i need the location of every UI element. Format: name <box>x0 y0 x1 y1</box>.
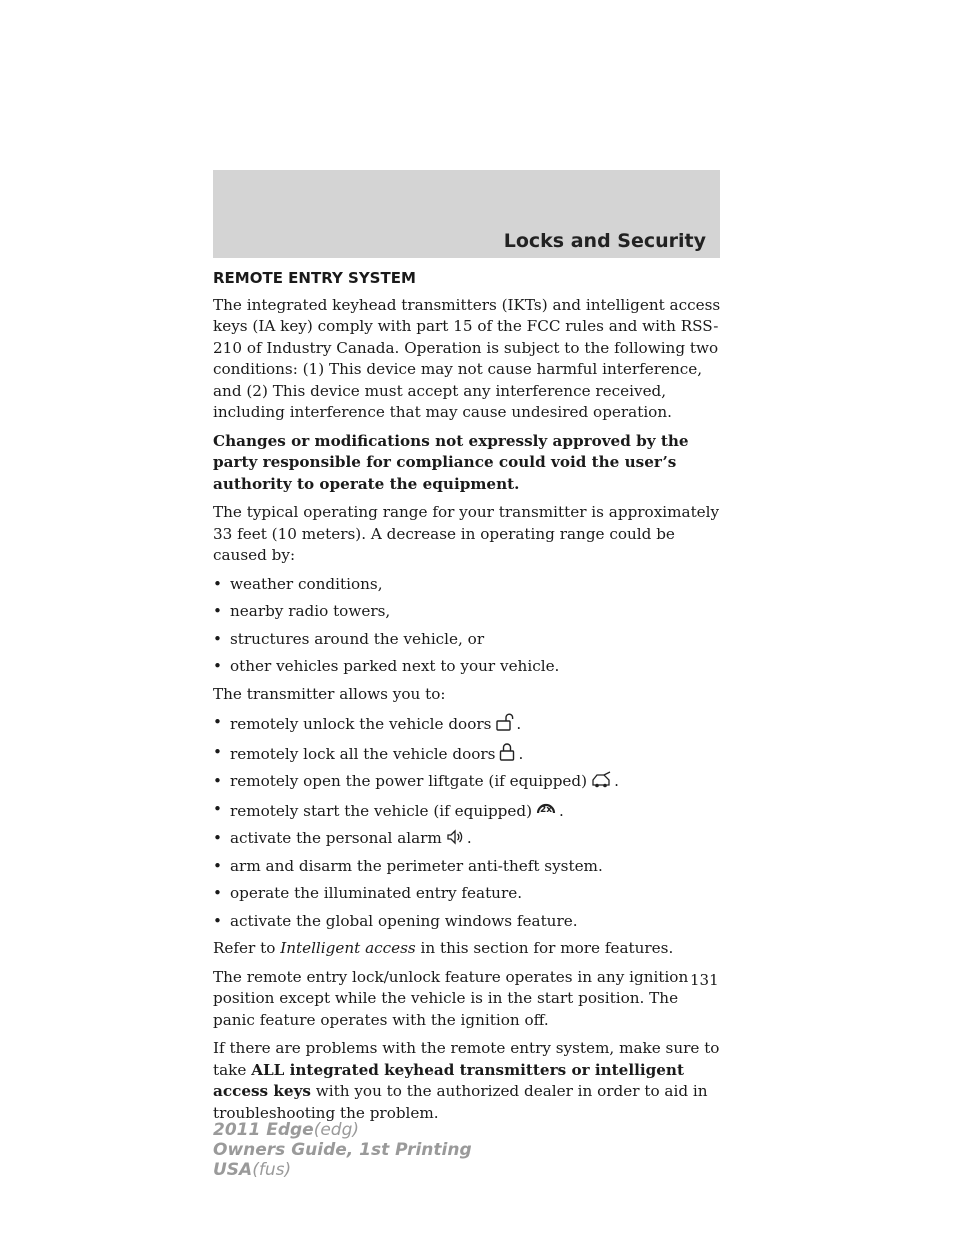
section-heading: REMOTE ENTRY SYSTEM <box>213 269 416 287</box>
bullet-glyph: • <box>213 799 222 818</box>
footer-market-line: USA(fus) <box>213 1160 292 1180</box>
intelligent-access-link-text: Intelligent access <box>280 939 416 957</box>
intelligent-access-reference: Refer to Intelligent access in this section for more features. <box>213 939 674 957</box>
list-item: • remotely unlock the vehicle doors . <box>213 713 522 733</box>
page-number: 131 <box>690 971 719 989</box>
list-item: • activate the personal alarm . <box>213 828 723 850</box>
lock-icon <box>498 742 516 762</box>
page-content <box>213 268 723 1131</box>
bullet-glyph: • <box>213 772 222 790</box>
ignition-paragraph: The remote entry lock/unlock feature operates in any ignition position except while the vehicle is in the start position. The panic feature operates with the ignition off. <box>213 967 689 1029</box>
list-item: • remotely lock all the vehicle doors . <box>213 742 524 763</box>
bullet-glyph: • <box>213 629 222 648</box>
list-item: • structures around the vehicle, or <box>213 629 723 651</box>
bullet-glyph: • <box>213 829 222 847</box>
section-title: Locks and Security <box>503 230 706 252</box>
modification-warning: Changes or modifications not expressly approved by the party responsible for compliance could void the user’s authority to operate the equipment. <box>213 431 689 493</box>
list-item: • other vehicles parked next to your vehicle. <box>213 656 723 678</box>
bullet-glyph: • <box>213 856 222 875</box>
list-item: • operate the illuminated entry feature. <box>213 883 723 905</box>
bullet-glyph: • <box>213 602 222 620</box>
bullet-glyph: • <box>213 911 222 930</box>
document-footer <box>213 1120 472 1180</box>
alarm-icon <box>445 828 465 846</box>
liftgate-icon <box>590 771 612 789</box>
list-item: • activate the global opening windows feature. <box>213 911 723 933</box>
bullet-glyph: • <box>213 713 222 731</box>
footer-model-line: 2011 Edge(edg) <box>213 1120 360 1140</box>
svg-text:2x: 2x <box>540 804 553 815</box>
troubleshooting-paragraph: If there are problems with the remote entry system, make sure to take ALL integrated keyhead transmitters or intelligent access keys with you to the authorized dealer in order to aid in troubleshooting the problem. <box>213 1039 720 1122</box>
transmitter-intro: The transmitter allows you to: <box>213 684 446 703</box>
operating-range-paragraph: The typical operating range for your transmitter is approximately 33 feet (10 meters). A decrease in operating range could be caused by: <box>213 503 720 564</box>
bullet-glyph: • <box>213 884 222 902</box>
section-header-band <box>213 170 720 258</box>
list-item: • weather conditions, <box>213 574 723 596</box>
list-item: • nearby radio towers, <box>213 601 723 623</box>
unlock-icon <box>494 712 514 732</box>
transmitter-features-list <box>213 712 723 932</box>
bullet-glyph: • <box>213 657 222 675</box>
remote-start-2x-icon <box>535 799 557 819</box>
bullet-glyph: • <box>213 574 222 593</box>
list-item: • remotely open the power liftgate (if equipped) . <box>213 771 723 793</box>
bullet-glyph: • <box>213 742 222 761</box>
list-item: • arm and disarm the perimeter anti-theft system. <box>213 856 723 878</box>
range-factors-list <box>213 574 723 678</box>
fcc-compliance-paragraph: The integrated keyhead transmitters (IKTs) and intelligent access keys (IA key) comply with part 15 of the FCC rules and with RSS-210 of Industry Canada. Operation is subject to the following two conditions: (1) This device may not cause harmful interference, and (2) This device must accept any interference received, including interference that may cause undesired operation. <box>213 295 721 421</box>
list-item: • remotely start the vehicle (if equipped) 2x . <box>213 799 564 820</box>
footer-guide-line: Owners Guide, 1st Printing <box>213 1140 472 1160</box>
